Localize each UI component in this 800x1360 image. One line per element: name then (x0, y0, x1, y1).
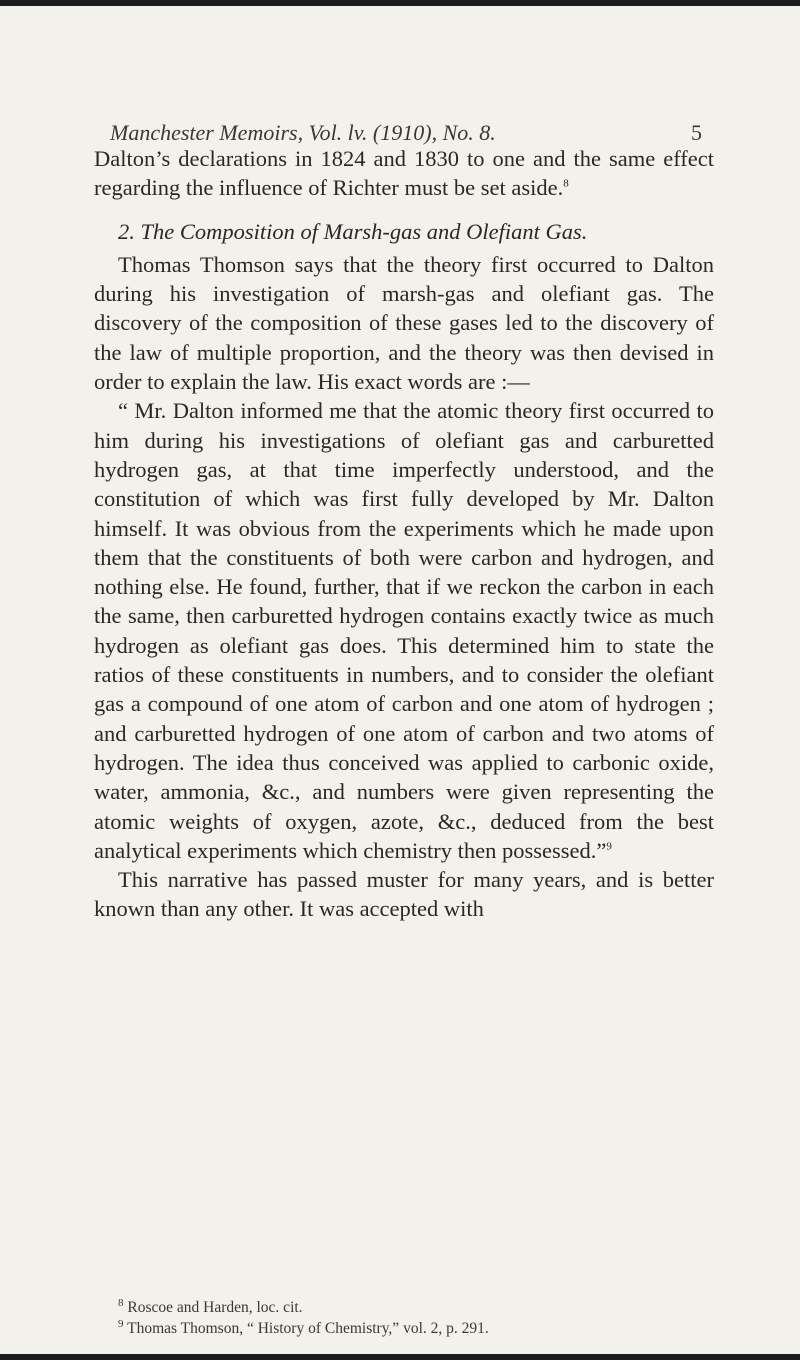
footnotes (118, 1297, 714, 1339)
footnote-8-mark: 8 (118, 1296, 124, 1309)
footnote-9-mark: 9 (118, 1317, 124, 1330)
page-number: 5 (691, 120, 702, 145)
quotation-text: “ Mr. Dalton informed me that the atomic theory first occurred to him during his investigations of olefiant gas and carburetted hydrogen gas, at that time imperfectly understood, and the constitution of which was first fully developed by Mr. Dalton himself. It was obvious from the experiments which he made upon them that the constituents of both were carbon and hydrogen, and nothing else. He found, further, that if we reckon the carbon in each the same, then carburetted hydrogen contains exactly twice as much hydrogen as olefiant gas does. This determined him to state the ratios of these constituents in numbers, and to consider the olefiant gas a compound of one atom of carbon and one atom of hydrogen ; and carburetted hydrogen of one atom of carbon and two atoms of hydrogen. The idea thus conceived was applied to carbonic oxide, water, ammonia, &c., and numbers were given representing the atomic weights of oxygen, azote, &c., deduced from the best analytical experiments which chemistry then possessed.” (94, 398, 714, 863)
footnote-8-text: Roscoe and Harden, loc. cit. (127, 1299, 303, 1316)
paragraph-1-text: Dalton’s declarations in 1824 and 1830 to one and the same effect regarding the influence of Richter must be set aside. (94, 146, 714, 201)
bottom-border (0, 1354, 800, 1360)
running-title: Manchester Memoirs, Vol. lv. (1910), No. 8. (110, 120, 496, 145)
footnote-8 (118, 1297, 714, 1318)
body-text (94, 144, 714, 924)
footnote-ref-8: 8 (563, 177, 569, 190)
top-border (0, 0, 800, 6)
section-title: 2. The Composition of Marsh-gas and Olefiant Gas. (118, 218, 588, 244)
running-header (110, 120, 702, 146)
paragraph-1 (94, 144, 714, 203)
quotation (94, 396, 714, 865)
paragraph-3: This narrative has passed muster for many years, and is better known than any other. It was accepted with (94, 867, 714, 922)
footnote-ref-9: 9 (606, 840, 612, 853)
footnote-9 (118, 1318, 714, 1339)
paragraph-2: Thomas Thomson says that the theory first occurred to Dalton during his investigation of marsh-gas and olefiant gas. The discovery of the composition of these gases led to the discovery of the law of multiple proportion, and the theory was then devised in order to explain the law. His exact words are :— (94, 251, 714, 395)
footnote-9-text: Thomas Thomson, “ History of Chemistry,” vol. 2, p. 291. (127, 1320, 489, 1337)
